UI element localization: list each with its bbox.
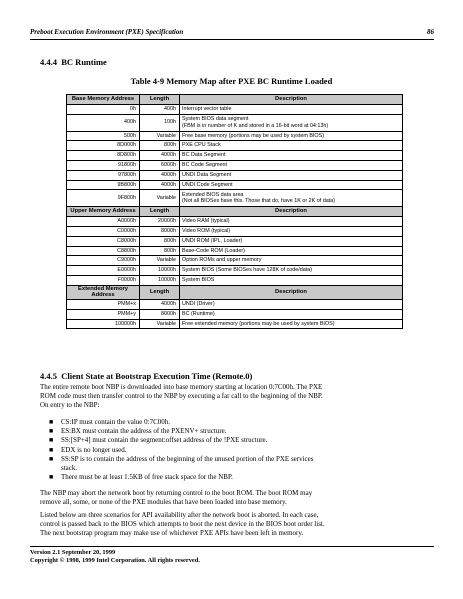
- column-header: Length: [140, 207, 180, 217]
- length-cell: 10000h: [140, 275, 180, 285]
- description-cell: [180, 151, 403, 161]
- description-cell: [180, 104, 403, 114]
- length-cell: 6000h: [140, 160, 180, 170]
- length-cell: 800h: [140, 236, 180, 246]
- table-row: [67, 151, 403, 161]
- list-item: ■ EDX is no longer used.: [49, 445, 127, 454]
- address-cell: 9F800h: [67, 190, 140, 207]
- length-cell: 800h: [140, 246, 180, 256]
- list-item: ■ SS:[SP+4] must contain the segment:offset address of the !PXE structure.: [49, 436, 268, 445]
- table-header-row: [67, 207, 403, 217]
- description-text-continued: (FBM is in number of K and stored in a 16-bit word at 04:13h): [182, 122, 329, 129]
- table-header-row: [67, 285, 403, 299]
- description-text: System BIOS (Some BIOSes have 128K of code/data): [182, 267, 313, 274]
- description-text: Base-Code ROM (Loader): [182, 247, 245, 254]
- list-item: ■ ES:BX must contain the address of the PXENV+ structure.: [49, 427, 227, 436]
- bullet-icon: ■: [49, 436, 54, 445]
- description-cell: [180, 309, 403, 319]
- description-cell: [180, 226, 403, 236]
- description-cell: [180, 319, 403, 329]
- description-cell: [180, 170, 403, 180]
- description-cell: [180, 275, 403, 285]
- description-text: Video RAM (typical): [182, 218, 230, 225]
- length-cell: Variable: [140, 256, 180, 266]
- paragraph-api-scenarios: Listed below are three scenarios for API availability after the network boot is aborted. In each case, control is passed back to the BIOS which attempts to boot the next device in the BIOS boot order list. The next bootstrap program may make use of whichever PXE APIs have been left in memory.: [40, 511, 325, 538]
- address-cell: 8D800h: [67, 151, 140, 161]
- description-text: PXE CPU Stack: [182, 142, 221, 149]
- address-cell: C0000h: [67, 226, 140, 236]
- table-row: [67, 236, 403, 246]
- description-cell: [180, 160, 403, 170]
- address-cell: 9B800h: [67, 180, 140, 190]
- column-header: Length: [140, 285, 180, 299]
- length-cell: 8000h: [140, 309, 180, 319]
- column-header: Extended Memory Address: [67, 285, 140, 299]
- length-cell: Variable: [140, 131, 180, 141]
- page-number: 86: [427, 28, 434, 36]
- description-cell: [180, 114, 403, 131]
- address-cell: 100000h: [67, 319, 140, 329]
- length-cell: 4000h: [140, 151, 180, 161]
- address-cell: PMM+y: [67, 309, 140, 319]
- address-cell: 500h: [67, 131, 140, 141]
- column-header: Description: [180, 285, 403, 299]
- description-text: Interrupt vector table: [182, 105, 232, 112]
- description-cell: [180, 217, 403, 227]
- header-title: Preboot Execution Environment (PXE) Specification: [30, 28, 184, 36]
- list-item: ■ There must be at least 1.5KB of free stack space for the NBP.: [49, 473, 233, 482]
- paragraph-nbp-download: The entire remote boot NBP is downloaded into base memory starting at location 0:7C00h. The PXE ROM code must then transfer control to the NBP by executing a far call to the beginning of the NBP. On entry to the NBP:: [40, 383, 323, 410]
- length-cell: 4000h: [140, 299, 180, 309]
- address-cell: C8000h: [67, 236, 140, 246]
- bullet-icon: ■: [49, 473, 54, 482]
- table-row: [67, 309, 403, 319]
- column-header: Description: [180, 207, 403, 217]
- length-cell: 20000h: [140, 217, 180, 227]
- address-cell: A0000h: [67, 217, 140, 227]
- section-heading-client-state: 4.4.5 Client State at Bootstrap Execution Time (Remote.0): [40, 371, 253, 381]
- table-row: [67, 226, 403, 236]
- length-cell: 800h: [140, 141, 180, 151]
- description-cell: [180, 141, 403, 151]
- table-row: [67, 246, 403, 256]
- length-cell: 10000h: [140, 266, 180, 276]
- table-row: [67, 141, 403, 151]
- header-rule: [30, 39, 434, 40]
- bullet-icon: ■: [49, 427, 54, 436]
- length-cell: Variable: [140, 319, 180, 329]
- table-row: [67, 319, 403, 329]
- length-cell: 4000h: [140, 170, 180, 180]
- table-row: [67, 299, 403, 309]
- column-header: Length: [140, 95, 180, 105]
- table-caption: Table 4-9 Memory Map after PXE BC Runtime Loaded: [130, 76, 333, 86]
- description-text: BC Data Segment: [182, 152, 226, 159]
- footer-version: Version 2.1 September 20, 1999: [30, 549, 116, 556]
- section-heading-bc-runtime: 4.4.4 BC Runtime: [40, 57, 107, 67]
- description-text: UNDI Code Segment: [182, 181, 233, 188]
- description-text: System BIOS: [182, 277, 215, 284]
- address-cell: PMM+x: [67, 299, 140, 309]
- length-cell: 100h: [140, 114, 180, 131]
- address-cell: 97800h: [67, 170, 140, 180]
- table-row: [67, 104, 403, 114]
- description-cell: [180, 299, 403, 309]
- description-text: BC Code Segment: [182, 162, 227, 169]
- table-row: [67, 114, 403, 131]
- memory-map-table: [66, 94, 403, 329]
- description-cell: [180, 180, 403, 190]
- description-text: Free extended memory (portions may be used by system BIOS): [182, 320, 335, 327]
- table-row: [67, 190, 403, 207]
- table-row: [67, 180, 403, 190]
- bullet-icon: ■: [49, 454, 54, 463]
- description-text: UNDI ROM (IPL, Loader): [182, 237, 243, 244]
- description-text: Free base memory (portions may be used by system BIOS): [182, 132, 325, 139]
- table-row: [67, 266, 403, 276]
- address-cell: C8800h: [67, 246, 140, 256]
- column-header: Description: [180, 95, 403, 105]
- nbp-entry-conditions-list: [40, 418, 424, 482]
- table-row: [67, 256, 403, 266]
- length-cell: 400h: [140, 104, 180, 114]
- description-text: Extended BIOS data area: [182, 191, 244, 198]
- address-cell: C9000h: [67, 256, 140, 266]
- column-header: Base Memory Address: [67, 95, 140, 105]
- table-header-row: [67, 95, 403, 105]
- description-text: BC (Runtime): [182, 310, 215, 317]
- address-cell: E0000h: [67, 266, 140, 276]
- description-cell: [180, 131, 403, 141]
- address-cell: 400h: [67, 114, 140, 131]
- address-cell: F0000h: [67, 275, 140, 285]
- description-cell: [180, 190, 403, 207]
- footer-rule: [30, 546, 434, 547]
- length-cell: 4000h: [140, 180, 180, 190]
- address-cell: 0h: [67, 104, 140, 114]
- description-text-continued: (Not all BIOSes have this. Those that do, have 1K or 2K of data): [182, 198, 336, 205]
- list-item: ■ SS:SP is to contain the address of the beginning of the unused portion of the PXE services stack.: [49, 454, 314, 473]
- description-text: Option ROMs and upper memory: [182, 257, 262, 264]
- bullet-icon: ■: [49, 445, 54, 454]
- description-text: System BIOS data segment: [182, 116, 249, 122]
- table-row: [67, 275, 403, 285]
- table-row: [67, 131, 403, 141]
- description-cell: [180, 256, 403, 266]
- table-row: [67, 170, 403, 180]
- description-text: UNDI Data Segment: [182, 171, 232, 178]
- paragraph-nbp-abort: The NBP may abort the network boot by returning control to the boot ROM. The boot ROM may remove all, some, or none of the PXE modules that have been loaded into base memory.: [40, 489, 313, 507]
- address-cell: 91800h: [67, 160, 140, 170]
- running-header: [30, 28, 434, 36]
- column-header: Upper Memory Address: [67, 207, 140, 217]
- footer-copyright: Copyright © 1998, 1999 Intel Corporation. All rights reserved.: [30, 557, 200, 564]
- table-row: [67, 160, 403, 170]
- description-cell: [180, 246, 403, 256]
- list-item: ■ CS:IP must contain the value 0:7C00h.: [49, 418, 171, 426]
- description-text: Video ROM (typical): [182, 228, 231, 235]
- table-row: [67, 217, 403, 227]
- length-cell: Variable: [140, 190, 180, 207]
- bullet-icon: ■: [49, 418, 54, 426]
- description-cell: [180, 236, 403, 246]
- description-cell: [180, 266, 403, 276]
- length-cell: 8000h: [140, 226, 180, 236]
- address-cell: 8D000h: [67, 141, 140, 151]
- description-text: UNDI (Driver): [182, 301, 215, 308]
